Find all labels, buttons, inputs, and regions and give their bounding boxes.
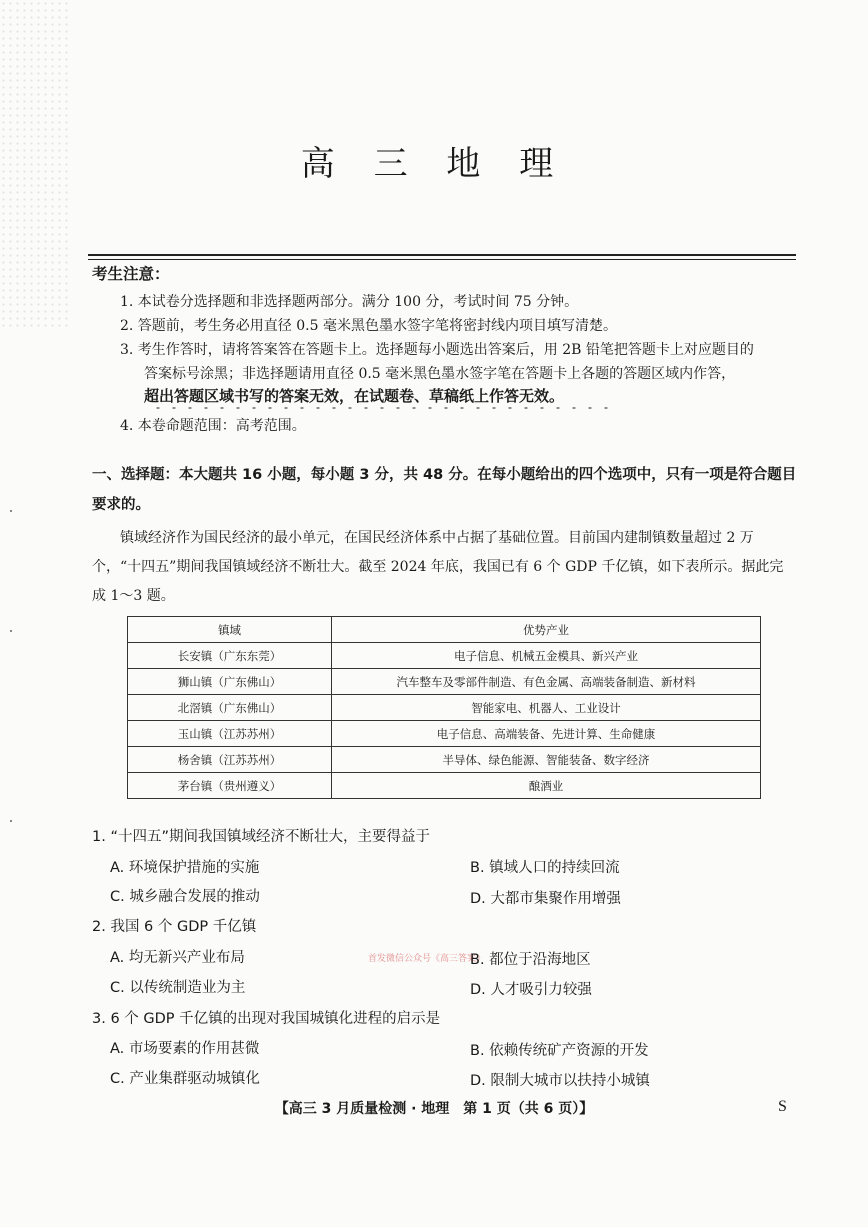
option-b: B. 镇域人口的持续回流 — [470, 860, 620, 876]
page-footer: 【高三 3 月质量检测 · 地理 第 1 页（共 6 页）】 — [274, 1101, 594, 1117]
table-row — [128, 721, 761, 747]
passage: 镇域经济作为国民经济的最小单元，在国民经济体系中占据了基础位置。目前国内建制镇数量超过 2 万个，“十四五”期间我国镇域经济不断壮大。截至 2024 年底，我国已有 6 个 GDP 千亿镇，如下表所示。据此完成 1～3 题。 — [92, 530, 784, 604]
divider — [88, 259, 796, 260]
watermark: 首发微信公众号《高三答案》 — [368, 954, 486, 964]
table-row — [128, 669, 761, 695]
table-cell: 长安镇（广东东莞） — [128, 643, 332, 669]
table-cell: 酿酒业 — [332, 773, 761, 799]
table-cell: 汽车整车及零部件制造、有色金属、高端装备制造、新材料 — [332, 669, 761, 695]
table-cell: 电子信息、高端装备、先进计算、生命健康 — [332, 721, 761, 747]
table-cell: 狮山镇（广东佛山） — [128, 669, 332, 695]
option-c: C. 以传统制造业为主 — [110, 980, 246, 996]
notice-heading: 考生注意： — [92, 265, 170, 283]
table-header-row — [128, 617, 761, 643]
question-stem: 2. 我国 6 个 GDP 千亿镇 — [92, 919, 257, 935]
question-stem: 3. 6 个 GDP 千亿镇的出现对我国城镇化进程的启示是 — [92, 1011, 441, 1027]
table-cell: 智能家电、机器人、工业设计 — [332, 695, 761, 721]
option-a: A. 市场要素的作用甚微 — [110, 1041, 260, 1057]
option-a: A. 环境保护措施的实施 — [110, 860, 260, 876]
option-b: B. 都位于沿海地区 — [470, 952, 591, 968]
table-cell: 半导体、绿色能源、智能装备、数字经济 — [332, 747, 761, 773]
table-cell: 玉山镇（江苏苏州） — [128, 721, 332, 747]
table-cell: 茅台镇（贵州遵义） — [128, 773, 332, 799]
notice-item: 2. 答题前，考生务必用直径 0.5 毫米黑色墨水签字笔将密封线内项目填写清楚。 — [120, 318, 617, 334]
section-heading: 一、选择题：本大题共 16 小题，每小题 3 分，共 48 分。在每小题给出的四个选项中，只有一项是符合题目要求的。 — [92, 467, 797, 513]
table-row — [128, 695, 761, 721]
table-row — [128, 643, 761, 669]
table-header: 镇域 — [128, 617, 332, 643]
notice-item: 4. 本卷命题范围：高考范围。 — [120, 418, 306, 434]
data-table — [127, 616, 761, 799]
table-header: 优势产业 — [332, 617, 761, 643]
question-stem: 1. “十四五”期间我国镇域经济不断壮大，主要得益于 — [92, 829, 430, 845]
option-d: D. 大都市集聚作用增强 — [470, 891, 621, 907]
divider — [88, 254, 796, 256]
option-b: B. 依赖传统矿产资源的开发 — [470, 1043, 649, 1059]
option-a: A. 均无新兴产业布局 — [110, 950, 245, 966]
emphasis-dots — [150, 405, 610, 411]
footer-mark: S — [778, 1098, 787, 1115]
option-c: C. 产业集群驱动城镇化 — [110, 1071, 260, 1087]
table-cell: 北滘镇（广东佛山） — [128, 695, 332, 721]
option-d: D. 限制大城市以扶持小城镇 — [470, 1073, 650, 1089]
table-row — [128, 773, 761, 799]
notice-emphasis: 超出答题区域书写的答案无效，在试题卷、草稿纸上作答无效。 — [144, 387, 565, 405]
edge-mark — [10, 510, 12, 512]
table-row — [128, 747, 761, 773]
option-c: C. 城乡融合发展的推动 — [110, 889, 260, 905]
notice-item: 1. 本试卷分选择题和非选择题两部分。满分 100 分，考试时间 75 分钟。 — [120, 294, 579, 310]
notice-item: 答案标号涂黑；非选择题请用直径 0.5 毫米黑色墨水签字笔在答题卡上各题的答题区域内作答， — [144, 366, 736, 382]
table-cell: 电子信息、机械五金模具、新兴产业 — [332, 643, 761, 669]
table-cell: 杨舍镇（江苏苏州） — [128, 747, 332, 773]
edge-mark — [10, 820, 12, 822]
notice-item: 3. 考生作答时，请将答案答在答题卡上。选择题每小题选出答案后，用 2B 铅笔把答题卡上对应题目的 — [120, 342, 754, 358]
page-title: 高 三 地 理 — [300, 144, 568, 184]
edge-mark — [10, 630, 12, 632]
option-d: D. 人才吸引力较强 — [470, 982, 592, 998]
